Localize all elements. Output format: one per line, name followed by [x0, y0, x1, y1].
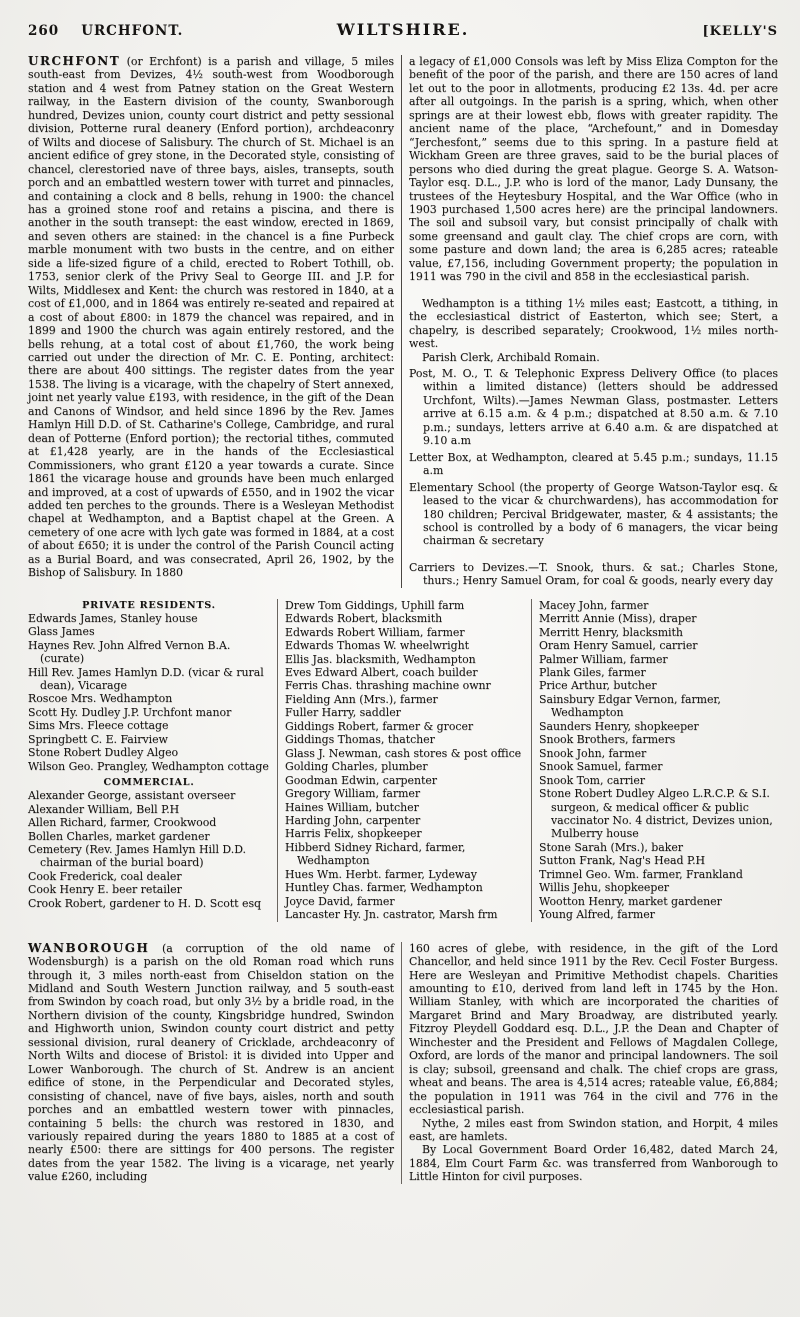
wanborough-left-column — [28, 942, 394, 1184]
directory-entry: Goodman Edwin, carpenter — [285, 773, 438, 787]
directory-entry: Giddings Robert, farmer & grocer — [285, 719, 474, 733]
directory-entry: Stone Robert Dudley Algeo — [28, 746, 179, 760]
directory-entry: Saunders Henry, shopkeeper — [539, 719, 699, 733]
directory-entry: Haynes Rev. John Alfred Vernon B.A. (curate) — [28, 638, 231, 666]
directory-entry: Willis Jehu, shopkeeper — [539, 881, 669, 895]
urchfont-lead-word: URCHFONT — [28, 54, 121, 68]
post-office-entry: Post, M. O., T. & Telephonic Express Delivery Office (to places within a limited distance) (letters should be addressed Urchfont, Wilts).—James Newman Glass, postmaster. Letters arrive at 6.15 a.m. & 4 p.m.; dispatched at 8.50 a.m. & 7.10 p.m.; sundays, letters arrive at 6.40 a.m. & are dispatched at 9.10 a.m — [409, 366, 778, 448]
directory-entry: Scott Hy. Dudley J.P. Urchfont manor — [28, 705, 232, 719]
running-head-publisher: [KELLY'S — [702, 24, 778, 39]
page-header — [28, 20, 778, 39]
directory-entry: Gregory William, farmer — [285, 787, 421, 801]
running-head-parish: URCHFONT. — [81, 23, 184, 39]
directory-entry: Eves Edward Albert, coach builder — [285, 666, 478, 680]
directory-entry: Sutton Frank, Nag's Head P.H — [539, 854, 706, 868]
directory-entry: Hues Wm. Herbt. farmer, Lydeway — [285, 867, 477, 881]
urchfont-article — [28, 55, 778, 588]
directory-entry: Bollen Charles, market gardener — [28, 829, 210, 843]
directory-entry: Merritt Annie (Miss), draper — [539, 612, 697, 626]
directory-entry: Merritt Henry, blacksmith — [539, 625, 683, 639]
directory-entry: Alexander William, Bell P.H — [28, 802, 180, 816]
directory-entry: Fielding Ann (Mrs.), farmer — [285, 692, 438, 706]
urchfont-description-text: (or Erchfont) is a parish and village, 5 miles south-east from Devizes, 4½ south-west from Woodborough station and 4 west from Patney station on the Great Western railway, in the Eastern division of the county, Swanborough hundred, Devizes union, county court district and petty sessional division, Potterne rural deanery (Enford portion), archdeaconry of Wilts and diocese of Salisbury. The church of St. Michael is an ancient edifice of grey stone, in the Decorated style, consisting of chancel, clerestoried nave of three bays, aisles, transepts, south porch and an embattled western tower with turret and pinnacles, and containing a clock and 8 bells, rehung in 1900: the chancel has a groined stone roof and retains a piscina, and there is another in the south transept: the east window, erected in 1869, and seven others are stained: in the chancel is a fine Purbeck marble monument with two busts in the centre, and on either side a life-sized figure of a child, erected to Robert Tothill, ob. 1753, senior clerk of the Privy Seal to George III. and J.P. for Wilts, Middlesex and Kent: the church was restored in 1840, at a cost of £1,000, and in 1864 was entirely re-seated and repaired at a cost of about £800: in 1879 the chancel was repaired, and in 1899 and 1900 the church was again entirely restored, and the bells rehung, at a total cost of about £1,760, the work being carried out under the direction of Mr. C. E. Ponting, architect: there are about 400 sittings. The register dates from the year 1538. The living is a vicarage, with the chapelry of Stert annexed, joint net yearly value £193, with residence, in the gift of the Dean and Canons of Windsor, and held since 1896 by the Rev. James Hamlyn Hill D.D. of St. Catharine's College, Cambridge, and rural dean of Potterne (Enford portion); the rectorial tithes, commuted at £1,428 yearly, are in the hands of the Ecclesiastical Commissioners, who grant £120 a year towards a curate. Since 1861 the vicarage house and grounds have been much enlarged and improved, at a cost of upwards of £550, and in 1902 the vicar added ten perches to the grounds. There is a Wesleyan Methodist chapel at Wedhampton, and a Baptist chapel at the Green. A cemetery of one acre with lych gate was formed in 1884, at a cost of about £650; it is under the control of the Parish Council acting as a Burial Board, and was consecrated, April 26, 1902, by the Bishop of Salisbury. In 1880 — [28, 55, 394, 580]
directory-entry: Hibberd Sidney Richard, farmer, Wedhampton — [285, 840, 466, 868]
directory-entry: Golding Charles, plumber — [285, 760, 428, 774]
directory-entry: Stone Robert Dudley Algeo L.R.C.P. & S.I. surgeon, & medical officer & public vaccinator No. 4 district, Devizes union, Mulberry house — [539, 787, 773, 841]
hamlets-paragraph: Nythe, 2 miles east from Swindon station, and Horpit, 4 miles east, are hamlets. — [409, 1116, 778, 1143]
wanborough-article — [28, 942, 778, 1184]
directory-listing — [28, 599, 778, 922]
directory-entry: Young Alfred, farmer — [539, 908, 655, 922]
directory-entry: Cook Frederick, coal dealer — [28, 869, 182, 883]
directory-entry: Edwards James, Stanley house — [28, 611, 198, 625]
directory-entry: Snook Samuel, farmer — [539, 760, 663, 774]
directory-entry: Huntley Chas. farmer, Wedhampton — [285, 881, 483, 895]
page-number: 260 — [28, 23, 60, 39]
wanborough-description — [28, 942, 394, 1184]
wanborough-description-text: (a corruption of the old name of Wodensburgh) is a parish on the old Roman road which runs through it, 3 miles north-east from Chiseldon station on the Midland and South Western Junction railway, and 5 south-east from Swindon by coach road, but only 3½ by a bridle road, in the Northern division of the county, Kingsbridge hundred, Swindon and Highworth union, Swindon county court district and petty sessional division, rural deanery of Cricklade, archdeaconry of North Wilts and diocese of Bristol: it is divided into Upper and Lower Wanborough. The church of St. Andrew is an ancient edifice of stone, in the Perpendicular and Decorated styles, consisting of chancel, nave of five bays, aisles, north and south porches and an embattled western tower with pinnacles, containing 5 bells: the church was restored in 1830, and variously repaired during the years 1880 to 1885 at a cost of nearly £500: there are sittings for 400 persons. The register dates from the year 1582. The living is a vicarage, net yearly value £260, including — [28, 941, 394, 1184]
directory-entry: Edwards Robert William, farmer — [285, 625, 465, 639]
directory-entry: Fuller Harry, saddler — [285, 706, 401, 720]
directory-entry: Cemetery (Rev. James Hamlyn Hill D.D. chairman of the burial board) — [28, 843, 246, 870]
directory-entry: Haines William, butcher — [285, 800, 419, 814]
urchfont-continuation: a legacy of £1,000 Consols was left by Miss Eliza Compton for the benefit of the poor of the parish, and there are 150 acres of land let out to the poor in allotments, producing £2 13s. 4d. per acre after all outgoings. In the parish is a spring, which, when other springs are at their lowest ebb, flows with greater rapidity. The ancient name of the place, “Archefount,” and in Domesday “Jerchesfont,” seems due to this spring. In a pasture field at Wickham Green are three graves, said to be the burial places of persons who died during the great plague. George S. A. Watson-Taylor esq. D.L., J.P. who is lord of the manor, Lady Dunsany, the trustees of the Heytesbury Hospital, and the War Office (who in 1903 purchased 1,500 acres here) are the principal landowners. The soil and subsoil vary, but consist principally of chalk with some greensand and gault clay. The chief crops are corn, with some pasture and down land; the area is 6,285 acres; rateable value, £7,156, including Government property; the population in 1911 was 790 in the civil and 858 in the ecclesiastical parish. — [409, 55, 778, 284]
directory-entry: Edwards Thomas W. wheelwright — [285, 639, 469, 653]
running-head-county: WILTSHIRE. — [336, 20, 470, 39]
directory-entry: Ferris Chas. thrashing machine ownr — [285, 679, 491, 693]
carriers-entry: Carriers to Devizes.—T. Snook, thurs. & sat.; Charles Stone, thurs.; Henry Samuel Oram, for coal & goods, nearly every day — [409, 560, 778, 588]
directory-entry: Springbett C. E. Fairview — [28, 732, 168, 746]
directory-entry: Macey John, farmer — [539, 598, 649, 612]
directory-entry: Alexander George, assistant overseer — [28, 789, 236, 803]
urchfont-right-column — [409, 55, 778, 588]
directory-entry: Cook Henry E. beer retailer — [28, 883, 182, 897]
directory-entry: Snook John, farmer — [539, 746, 647, 760]
directory-entry: Drew Tom Giddings, Uphill farm — [285, 598, 465, 612]
directory-entry: Sainsbury Edgar Vernon, farmer, Wedhampton — [539, 692, 721, 720]
column-rule — [401, 942, 402, 1184]
directory-entry: Oram Henry Samuel, carrier — [539, 639, 698, 653]
directory-entry: Snook Brothers, farmers — [539, 733, 676, 747]
directory-entry: Harris Felix, shopkeeper — [285, 827, 422, 841]
directory-entry: Stone Sarah (Mrs.), baker — [539, 840, 683, 854]
wanborough-continuation: 160 acres of glebe, with residence, in the gift of the Lord Chancellor, and held since 1911 by the Rev. Cecil Foster Burgess. Here are Wesleyan and Primitive Methodist chapels. Charities amounting to £10, derived from land left in 1745 by the Hon. William Stanley, with which are incorporated the charities of Margaret Brind and Mary Broadway, are distributed yearly. Fitzroy Pleydell Goddard esq. D.L., J.P. the Dean and Chapter of Winchester and the President and Fellows of Magdalen College, Oxford, are lords of the manor and principal landowners. The soil is clay; subsoil, greensand and chalk. The chief crops are grass, wheat and beans. The area is 4,514 acres; rateable value, £6,884; the population in 1911 was 764 in the civil and 776 in the ecclesiastical parish. — [409, 941, 778, 1117]
directory-entry: Harding John, carpenter — [285, 814, 421, 828]
directory-entry: Trimnel Geo. Wm. farmer, Frankland — [539, 867, 743, 881]
column-rule — [401, 55, 402, 588]
letter-box-entry: Letter Box, at Wedhampton, cleared at 5.45 p.m.; sundays, 11.15 a.m — [409, 450, 778, 478]
directory-entry: Joyce David, farmer — [285, 894, 395, 908]
directory-entry: Giddings Thomas, thatcher — [285, 733, 435, 747]
directory-entry: Glass J. Newman, cash stores & post office — [285, 746, 522, 760]
commercial-heading: COMMERCIAL. — [103, 777, 195, 789]
directory-entry: Ellis Jas. blacksmith, Wedhampton — [285, 652, 476, 666]
directory-entry: Price Arthur, butcher — [539, 679, 657, 693]
wanborough-right-column — [409, 942, 778, 1184]
directory-entry: Lancaster Hy. Jn. castrator, Marsh frm — [285, 908, 498, 922]
directory-column-2 — [285, 599, 524, 922]
column-rule — [531, 599, 532, 922]
directory-entry: Plank Giles, farmer — [539, 666, 646, 680]
directory-entry: Edwards Robert, blacksmith — [285, 612, 443, 626]
private-residents-heading: PRIVATE RESIDENTS. — [82, 599, 216, 611]
directory-entry: Wootton Henry, market gardener — [539, 894, 722, 908]
private-residents-list — [28, 612, 270, 773]
wanborough-lead-word: WANBOROUGH — [28, 940, 150, 955]
wedhampton-paragraph: Wedhampton is a tithing 1½ miles east; Eastcott, a tithing, in the ecclesiastical district of Easterton, which see; Stert, a chapelry, is described separately; Crookwood, 1½ miles north-west. — [409, 296, 778, 351]
directory-column-1 — [28, 599, 270, 922]
directory-entry: Snook Tom, carrier — [539, 773, 646, 787]
page-header-left — [28, 23, 298, 39]
directory-entry: Allen Richard, farmer, Crookwood — [28, 816, 217, 830]
directory-entry: Sims Mrs. Fleece cottage — [28, 719, 169, 733]
urchfont-left-column — [28, 55, 394, 588]
directory-entry: Crook Robert, gardener to H. D. Scott esq — [28, 896, 262, 910]
elementary-school-entry: Elementary School (the property of George Watson-Taylor esq. & leased to the vicar & churchwardens), has accommodation for 180 children; Percival Bridgewater, master, & 4 assistants; the school is controlled by a body of 6 managers, the vicar being chairman & secretary — [409, 480, 778, 548]
parish-clerk-line: Parish Clerk, Archibald Romain. — [422, 350, 600, 364]
commercial-list — [28, 789, 270, 910]
board-order-paragraph: By Local Government Board Order 16,482, dated March 24, 1884, Elm Court Farm &c. was transferred from Wanborough to Little Hinton for civil purposes. — [409, 1143, 778, 1184]
directory-entry: Wilson Geo. Prangley, Wedhampton cottage — [28, 759, 269, 773]
directory-column-3 — [539, 599, 778, 922]
directory-entry: Glass James — [28, 625, 95, 639]
directory-entry: Roscoe Mrs. Wedhampton — [28, 692, 173, 706]
directory-entry: Palmer William, farmer — [539, 652, 668, 666]
urchfont-description — [28, 55, 394, 580]
column-rule — [277, 599, 278, 922]
directory-entry: Hill Rev. James Hamlyn D.D. (vicar & rural dean), Vicarage — [28, 665, 264, 693]
